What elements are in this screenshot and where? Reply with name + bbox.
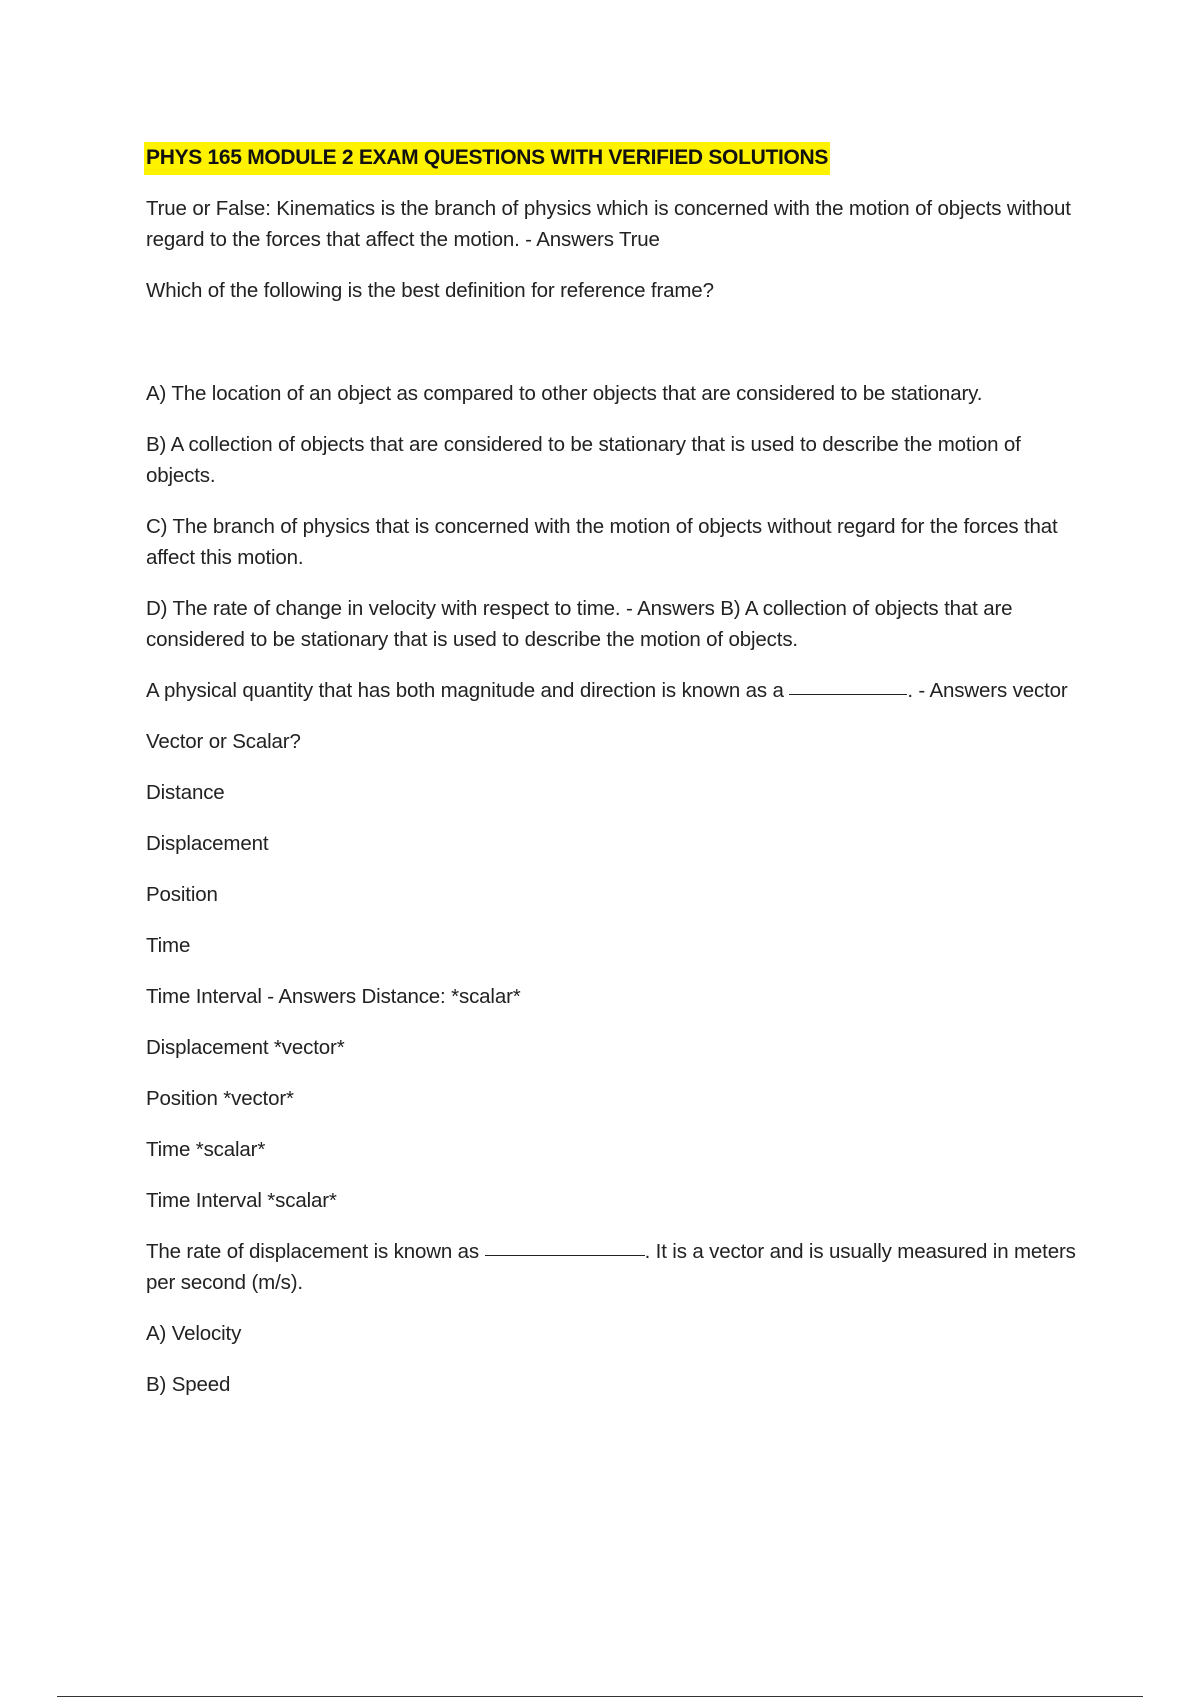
question-vector-or-scalar: Vector or Scalar?: [146, 730, 301, 753]
option-c-reference-frame: C) The branch of physics that is concerned with the motion of objects without regard for the forces that affect this motion.: [146, 515, 1058, 569]
option-b-speed: B) Speed: [146, 1373, 231, 1396]
answer-item: Time Interval *scalar*: [146, 1189, 337, 1212]
option-b-reference-frame: B) A collection of objects that are considered to be stationary that is used to describe the motion of objects.: [146, 433, 1021, 487]
document-title: PHYS 165 MODULE 2 EXAM QUESTIONS WITH VERIFIED SOLUTIONS: [144, 142, 830, 175]
question-text-after-blank: . It is a vector and is usually measured in meters per second (m/s).: [146, 1240, 1076, 1294]
question-reference-frame: Which of the following is the best definition for reference frame?: [146, 279, 714, 302]
list-item: Position: [146, 883, 218, 906]
question-rate-of-displacement: [146, 1236, 1091, 1298]
list-item: Distance: [146, 781, 225, 804]
list-item: Displacement: [146, 832, 269, 855]
answer-item: Position *vector*: [146, 1087, 294, 1110]
option-a-velocity: A) Velocity: [146, 1322, 242, 1345]
document-page: [146, 142, 1091, 1420]
answer-item: Time *scalar*: [146, 1138, 266, 1161]
option-a-reference-frame: A) The location of an object as compared to other objects that are considered to be stationary.: [146, 382, 983, 405]
question-text-before-blank: The rate of displacement is known as: [146, 1240, 485, 1263]
option-d-reference-frame-answer: D) The rate of change in velocity with respect to time. - Answers B) A collection of objects that are considered to be stationary that is used to describe the motion of objects.: [146, 597, 1013, 651]
answer-line: Time Interval - Answers Distance: *scalar*: [146, 985, 521, 1008]
list-item: Time: [146, 934, 191, 957]
question-kinematics-true-false: True or False: Kinematics is the branch of physics which is concerned with the motion of objects without regard to the forces that affect the motion. - Answers True: [146, 197, 1071, 251]
question-vector-definition: [146, 675, 1091, 706]
question-text-before-blank: A physical quantity that has both magnitude and direction is known as a: [146, 679, 790, 702]
footer-divider: [57, 1696, 1143, 1697]
fill-in-blank: [485, 1254, 645, 1256]
answer-item: Displacement *vector*: [146, 1036, 345, 1059]
question-text-after-blank: . - Answers vector: [907, 679, 1068, 702]
fill-in-blank: [789, 693, 907, 695]
